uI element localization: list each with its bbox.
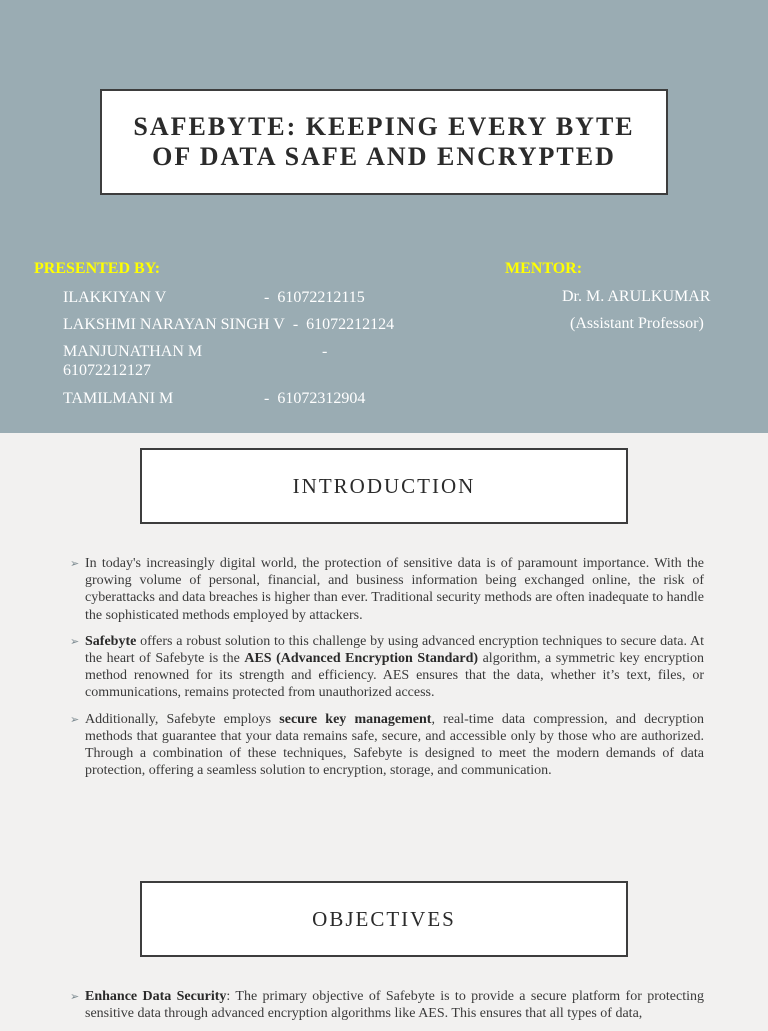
list-item xyxy=(70,633,704,702)
presenter-name: MANJUNATHAN M xyxy=(63,343,203,360)
arrow-bullet-icon: ➢ xyxy=(70,990,80,1003)
presenter-id: 61072212115 xyxy=(277,289,365,306)
title-slide xyxy=(0,0,768,433)
separator: - xyxy=(264,289,270,306)
list-item xyxy=(70,988,704,1022)
bullet-bold-text: Safebyte xyxy=(85,633,137,649)
bullet-text: : The primary objective of Safebyte is to provide a secure platform for protecting sensitive data through advanced encryption algorithms like AES. This ensures that all types of data, xyxy=(85,989,704,1022)
mentor-role: (Assistant Professor) xyxy=(570,315,704,332)
presenter-name: ILAKKIYAN V xyxy=(63,289,167,306)
presenter-row xyxy=(63,288,166,307)
objectives-heading: OBJECTIVES xyxy=(312,906,456,931)
introduction-list xyxy=(70,555,704,788)
slide-title xyxy=(133,112,634,172)
bullet-text: algorithm, a symmetric key encryption method renowned for its strength and efficiency. AES ensures that the data, whether it’s text, files, or communications, remains protected from unauthorized access. xyxy=(85,651,705,701)
bullet-text: Additionally, Safebyte employs xyxy=(85,711,280,727)
bullet-bold-text: secure key management xyxy=(279,711,432,727)
introduction-heading-box xyxy=(140,448,628,524)
list-item xyxy=(70,711,704,780)
presenter-name: LAKSHMI NARAYAN SINGH V xyxy=(63,316,285,333)
presenter-id-row xyxy=(264,389,365,408)
list-item xyxy=(70,555,704,624)
title-line-2: OF DATA SAFE AND ENCRYPTED xyxy=(152,142,616,171)
presenter-id: 61072312904 xyxy=(277,390,366,407)
separator: - xyxy=(322,343,328,360)
bullet-text: In today's increasingly digital world, the protection of sensitive data is of paramount importance. With the growing volume of personal, financial, and business information being exchanged online, the risk of cyberattacks and data breaches is higher than ever. Traditional security methods are often inadequate to handle the sophisticated methods employed by attackers. xyxy=(85,556,704,623)
bullet-bold-text: Enhance Data Security xyxy=(85,989,227,1004)
objectives-heading-box xyxy=(140,881,628,957)
separator: - xyxy=(292,316,299,333)
separator: - xyxy=(264,390,270,407)
bullet-text: offers a robust solution to this challenge by using advanced encryption techniques to secure data. At the heart of Safebyte is the xyxy=(85,633,704,667)
mentor-label: MENTOR: xyxy=(505,260,583,277)
bullet-bold-text: AES (Advanced Encryption Standard) xyxy=(244,651,479,667)
arrow-bullet-icon: ➢ xyxy=(70,557,80,570)
presenter-id: 61072212124 xyxy=(306,316,395,333)
presented-by-label: PRESENTED BY: xyxy=(34,260,161,277)
introduction-heading: INTRODUCTION xyxy=(292,473,476,498)
separator-row xyxy=(322,342,327,361)
title-line-1: SAFEBYTE: KEEPING EVERY BYTE xyxy=(133,112,635,141)
presenter-id-row xyxy=(63,361,151,380)
objectives-list xyxy=(70,988,704,1031)
mentor-name: Dr. M. ARULKUMAR xyxy=(562,288,711,305)
presenter-row xyxy=(63,389,173,408)
presenter-id-row xyxy=(264,288,365,307)
presenter-name: TAMILMANI M xyxy=(63,390,174,407)
presenter-row xyxy=(63,315,394,334)
arrow-bullet-icon: ➢ xyxy=(70,712,80,726)
presenter-id: 61072212127 xyxy=(63,362,151,379)
title-box xyxy=(100,89,668,195)
presenter-row xyxy=(63,342,202,361)
bullet-text: , real-time data compression, and decryption methods that guarantee that your data remains safe, secure, and accessible only by those who are authorized. Through a combination of these techniques, Safebyte is designed to meet the modern demands of data protection, offering a seamless solution to encryption, storage, and communication. xyxy=(85,711,704,779)
arrow-bullet-icon: ➢ xyxy=(70,634,80,648)
